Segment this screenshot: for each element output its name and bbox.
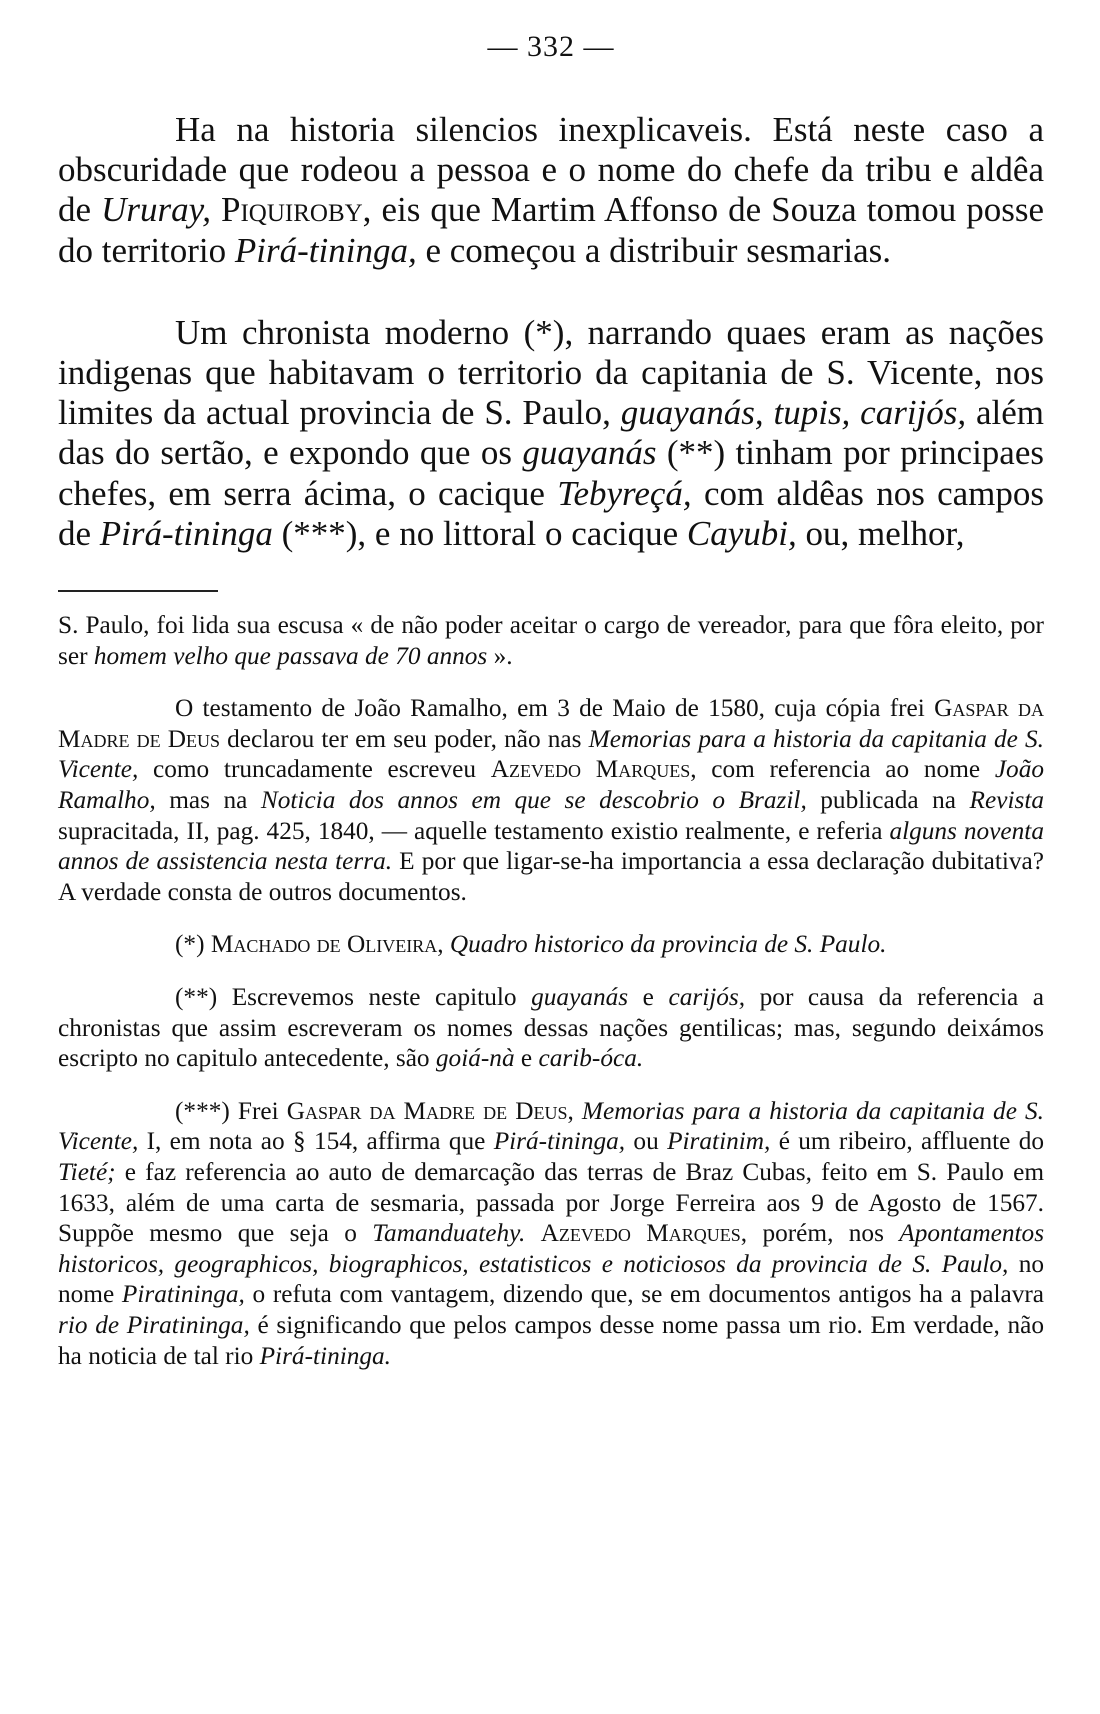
page-number: — 332 — (487, 30, 615, 63)
small-caps-name: Azevedo Marques, (490, 755, 697, 784)
paragraph-2 (58, 313, 1044, 554)
italic-title: Quadro historico da provincia de S. Paulo. (449, 930, 887, 959)
text-run: e começou a distribuir sesmarias. (416, 230, 892, 270)
footnote-1 (58, 929, 1044, 960)
italic-title: Memorias para a historia da capitania de S. Vicente, (58, 724, 1045, 784)
text-run: publicada na (806, 786, 957, 814)
italic-term: Cayubi, (686, 513, 797, 553)
footnote-continuation (58, 610, 1044, 671)
italic-term: Tamanduatehy. (372, 1219, 526, 1248)
text-run: com referencia ao nome (696, 755, 981, 784)
text-run: O testamento de João Ramalho, em 3 de Maio de 1580, cuja cópia frei (175, 694, 925, 723)
text-run: é um ribeiro, affluente do (770, 1127, 1045, 1156)
italic-term: Piratinim, (667, 1127, 771, 1156)
italic-term: Pirá-tininga (99, 513, 273, 553)
text-run: no nome (58, 1249, 1044, 1309)
small-caps-name: Gaspar da Madre de Deus, (286, 1096, 574, 1125)
text-run: o refuta com vantagem, dizendo que, se em documentos antigos ha a palavra (244, 1280, 1045, 1309)
text-run: e (514, 1044, 533, 1073)
text-run: como truncadamente escreveu (138, 755, 477, 784)
footnote-testamento (58, 693, 1044, 907)
italic-title: Memorias para a historia da capitania de S. Vicente, (58, 1096, 1044, 1156)
italic-term: Pirá-tininga, (234, 230, 417, 270)
italic-term: carib-óca. (538, 1044, 644, 1073)
footnotes (58, 610, 1044, 1371)
text-run: porém, nos (747, 1219, 884, 1248)
footnote-3 (58, 1096, 1044, 1371)
italic-term: guayanás, tupis, carijós, (620, 393, 967, 433)
main-text (58, 110, 1044, 554)
italic-term: guayanás (531, 982, 629, 1011)
italic-title: Noticia dos annos em que se descobrio o Brazil, (260, 786, 807, 814)
italic-term: João Ramalho, (58, 755, 1045, 814)
text-run: Ha na historia silencios inexplicaveis. Está neste caso a obscuridade que rodeou a pessoa e o nome do chefe da tribu e aldêa de (58, 110, 1044, 230)
book-page (58, 30, 1044, 1371)
text-run: E por que ligar-se-ha importancia a essa declaração dubitativa? A verdade consta de outros documentos. (58, 847, 1044, 906)
italic-term: goiá-nà (435, 1044, 515, 1073)
italic-title: Revista (969, 786, 1045, 814)
text-run: é significando que pelos campos desse nome passa um rio. Em verdade, não ha noticia de tal rio (58, 1310, 1045, 1370)
text-run: (**) tinham por principaes chefes, em serra ácima, o cacique (58, 433, 1044, 513)
text-run: I, em nota ao § 154, affirma que (138, 1127, 486, 1156)
text-run: Um chronista moderno (*), narrando quaes eram as nações indigenas que habitavam o territorio da capitania de S. Vicente, nos limites da actual provincia de S. Paulo, (58, 312, 1044, 433)
text-run: (***) Frei (175, 1096, 279, 1125)
footnote-mark: (*) (175, 930, 205, 959)
italic-title: Apontamentos historicos, geographicos, biographicos, estatisticos e noticiosos da provincia de S. Paulo, (58, 1219, 1045, 1278)
text-run: com aldêas nos campos de (58, 473, 1045, 553)
footnote-divider (58, 590, 218, 592)
text-run: eis que Martim Affonso de Souza tomou posse do territorio (58, 190, 1044, 270)
text-run: ou, melhor, (796, 513, 965, 553)
italic-term: Pirá-tininga. (259, 1341, 392, 1370)
text-run: declarou ter em seu poder, não nas (220, 724, 582, 753)
text-run: ». (487, 641, 513, 670)
text-run: e (628, 982, 654, 1011)
small-caps-name: Piquiroby, (220, 190, 372, 230)
small-caps-name: Gaspar da Madre de Deus (58, 694, 1044, 753)
italic-quote: alguns noventa annos de assistencia nesta terra. (58, 816, 1044, 876)
text-run: por causa da referencia a chronistas que assim escreveram os nomes dessas nações gentilicas; mas, segundo deixámos escripto no capitulo antecedente, são (58, 982, 1045, 1073)
italic-term: guayanás (522, 433, 657, 473)
italic-quote: homem velho que passava de 70 annos (93, 641, 488, 670)
italic-term: Tebyreçá, (557, 473, 692, 513)
italic-term: Piratininga, (121, 1280, 245, 1309)
italic-term: rio de Piratininga, (58, 1310, 250, 1339)
text-run: (***), e no littoral o cacique (272, 513, 679, 553)
text-run: S. Paulo, foi lida sua escusa « de não poder aceitar o cargo de vereador, para que fôra eleito, por ser (58, 611, 1044, 670)
footnote-2 (58, 982, 1044, 1074)
italic-term: Ururay, (101, 190, 211, 230)
italic-term: Tieté; (58, 1157, 116, 1186)
text-run: mas na (155, 786, 248, 814)
text-run: além das do sertão, e expondo que os (58, 393, 1045, 473)
text-run: supracitada, II, pag. 425, 1840, — aquelle testamento existio realmente, e referia (58, 816, 883, 845)
text-run: e faz referencia ao auto de demarcação das terras de Braz Cubas, feito em S. Paulo em 1633, além de uma carta de sesmaria, passada por Jorge Ferreira aos 9 de Agosto de 1567. Suppõe mesmo que seja o (58, 1157, 1044, 1248)
small-caps-name: Machado de Oliveira, (210, 930, 444, 959)
text-run: (**) Escrevemos neste capitulo (175, 982, 517, 1011)
italic-term: Pirá-tininga, (493, 1127, 626, 1156)
italic-term: carijós, (668, 982, 746, 1011)
small-caps-name: Azevedo Marques, (540, 1219, 748, 1248)
text-run: ou (625, 1127, 659, 1156)
paragraph-1 (58, 110, 1044, 271)
